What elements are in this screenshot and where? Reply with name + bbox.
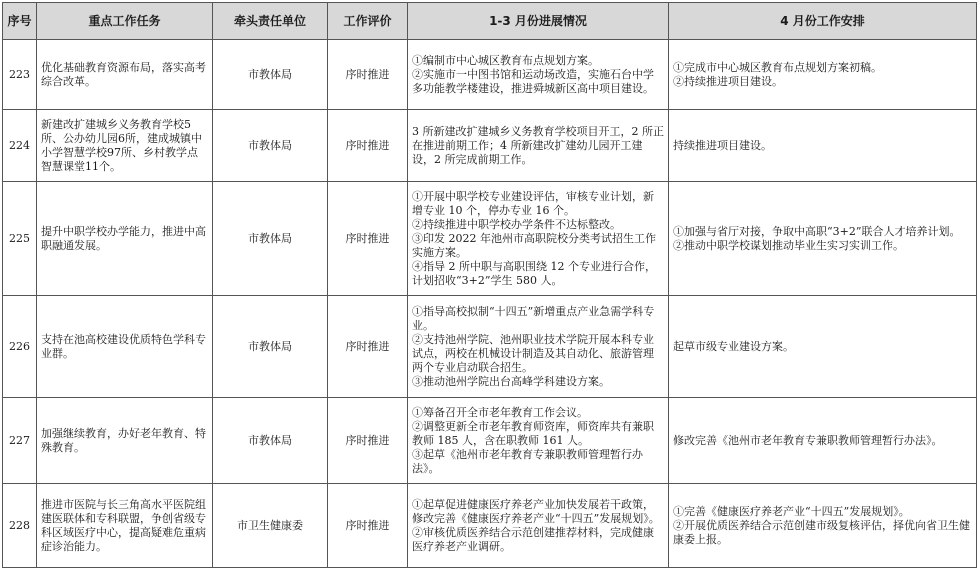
plan-cell: 持续推进项目建设。	[669, 110, 977, 182]
header-task: 重点工作任务	[37, 3, 213, 40]
task-cell: 推进市医院与长三角高水平医院组建医联体和专科联盟，争创省级专科区域医疗中心，提高疑难危重病症诊治能力。	[37, 484, 213, 568]
task-cell: 加强继续教育，办好老年教育、特殊教育。	[37, 398, 213, 484]
row-number: 227	[3, 398, 37, 484]
task-cell: 优化基础教育资源布局，落实高考综合改革。	[37, 40, 213, 110]
work-plan-sheet	[2, 2, 976, 568]
eval-cell: 序时推进	[328, 110, 408, 182]
unit-cell: 市教体局	[213, 182, 328, 296]
plan-cell: ①完成市中心城区教育布点规划方案初稿。 ②持续推进项目建设。	[669, 40, 977, 110]
header-progress: 1-3 月份进展情况	[408, 3, 669, 40]
table-row	[3, 110, 977, 182]
table-row	[3, 484, 977, 568]
table-header-row	[3, 3, 977, 40]
table-row	[3, 40, 977, 110]
plan-cell: 起草市级专业建设方案。	[669, 296, 977, 398]
unit-cell: 市教体局	[213, 110, 328, 182]
task-cell: 提升中职学校办学能力，推进中高职融通发展。	[37, 182, 213, 296]
plan-cell: ①完善《健康医疗养老产业“十四五”发展规划》。 ②开展优质医养结合示范创建市级复核评估，择优向省卫生健康委上报。	[669, 484, 977, 568]
header-eval: 工作评价	[328, 3, 408, 40]
progress-cell: ①起草促进健康医疗养老产业加快发展若干政策，修改完善《健康医疗养老产业“十四五”发展规划》。 ②审核优质医养结合示范创建推荐材料，完成健康医疗养老产业调研。	[408, 484, 669, 568]
progress-cell: ①开展中职学校专业建设评估，审核专业计划，新增专业 10 个，停办专业 16 个。 ②持续推进中职学校办学条件不达标整改。 ③印发 2022 年池州市高职院校分类考试招生工作实施方案。 ④指导 2 所中职与高职围绕 12 个专业进行合作，计划招收“3+2”学生 580 人。	[408, 182, 669, 296]
unit-cell: 市教体局	[213, 40, 328, 110]
progress-cell: ①指导高校拟制“十四五”新增重点产业急需学科专业。 ②支持池州学院、池州职业技术学院开展本科专业试点，两校在机械设计制造及其自动化、旅游管理两个专业启动联合招生。 ③推动池州学院出台高峰学科建设方案。	[408, 296, 669, 398]
unit-cell: 市卫生健康委	[213, 484, 328, 568]
row-number: 224	[3, 110, 37, 182]
row-number: 228	[3, 484, 37, 568]
task-cell: 新建改扩建城乡义务教育学校5所、公办幼儿园6所，建成城镇中小学智慧学校97所、乡村教学点智慧课堂11个。	[37, 110, 213, 182]
row-number: 226	[3, 296, 37, 398]
unit-cell: 市教体局	[213, 398, 328, 484]
row-number: 225	[3, 182, 37, 296]
progress-cell: 3 所新建改扩建城乡义务教育学校项目开工，2 所正在推进前期工作；4 所新建改扩建幼儿园开工建设，2 所完成前期工作。	[408, 110, 669, 182]
plan-cell: ①加强与省厅对接，争取中高职“3+2”联合人才培养计划。 ②推动中职学校谋划推动毕业生实习实训工作。	[669, 182, 977, 296]
task-cell: 支持在池高校建设优质特色学科专业群。	[37, 296, 213, 398]
eval-cell: 序时推进	[328, 398, 408, 484]
header-no: 序号	[3, 3, 37, 40]
row-number: 223	[3, 40, 37, 110]
eval-cell: 序时推进	[328, 484, 408, 568]
progress-cell: ①筹备召开全市老年教育工作会议。 ②调整更新全市老年教育师资库，师资库共有兼职教师 185 人，含在职教师 161 人。 ③起草《池州市老年教育专兼职教师管理暂行办法》。	[408, 398, 669, 484]
table-row	[3, 296, 977, 398]
header-unit: 牵头责任单位	[213, 3, 328, 40]
table-row	[3, 398, 977, 484]
eval-cell: 序时推进	[328, 182, 408, 296]
header-plan: 4 月份工作安排	[669, 3, 977, 40]
eval-cell: 序时推进	[328, 296, 408, 398]
plan-cell: 修改完善《池州市老年教育专兼职教师管理暂行办法》。	[669, 398, 977, 484]
eval-cell: 序时推进	[328, 40, 408, 110]
progress-cell: ①编制市中心城区教育布点规划方案。 ②实施市一中图书馆和运动场改造，实施石台中学多功能教学楼建设，推进舜城新区高中项目建设。	[408, 40, 669, 110]
work-plan-table	[2, 2, 977, 568]
unit-cell: 市教体局	[213, 296, 328, 398]
table-row	[3, 182, 977, 296]
